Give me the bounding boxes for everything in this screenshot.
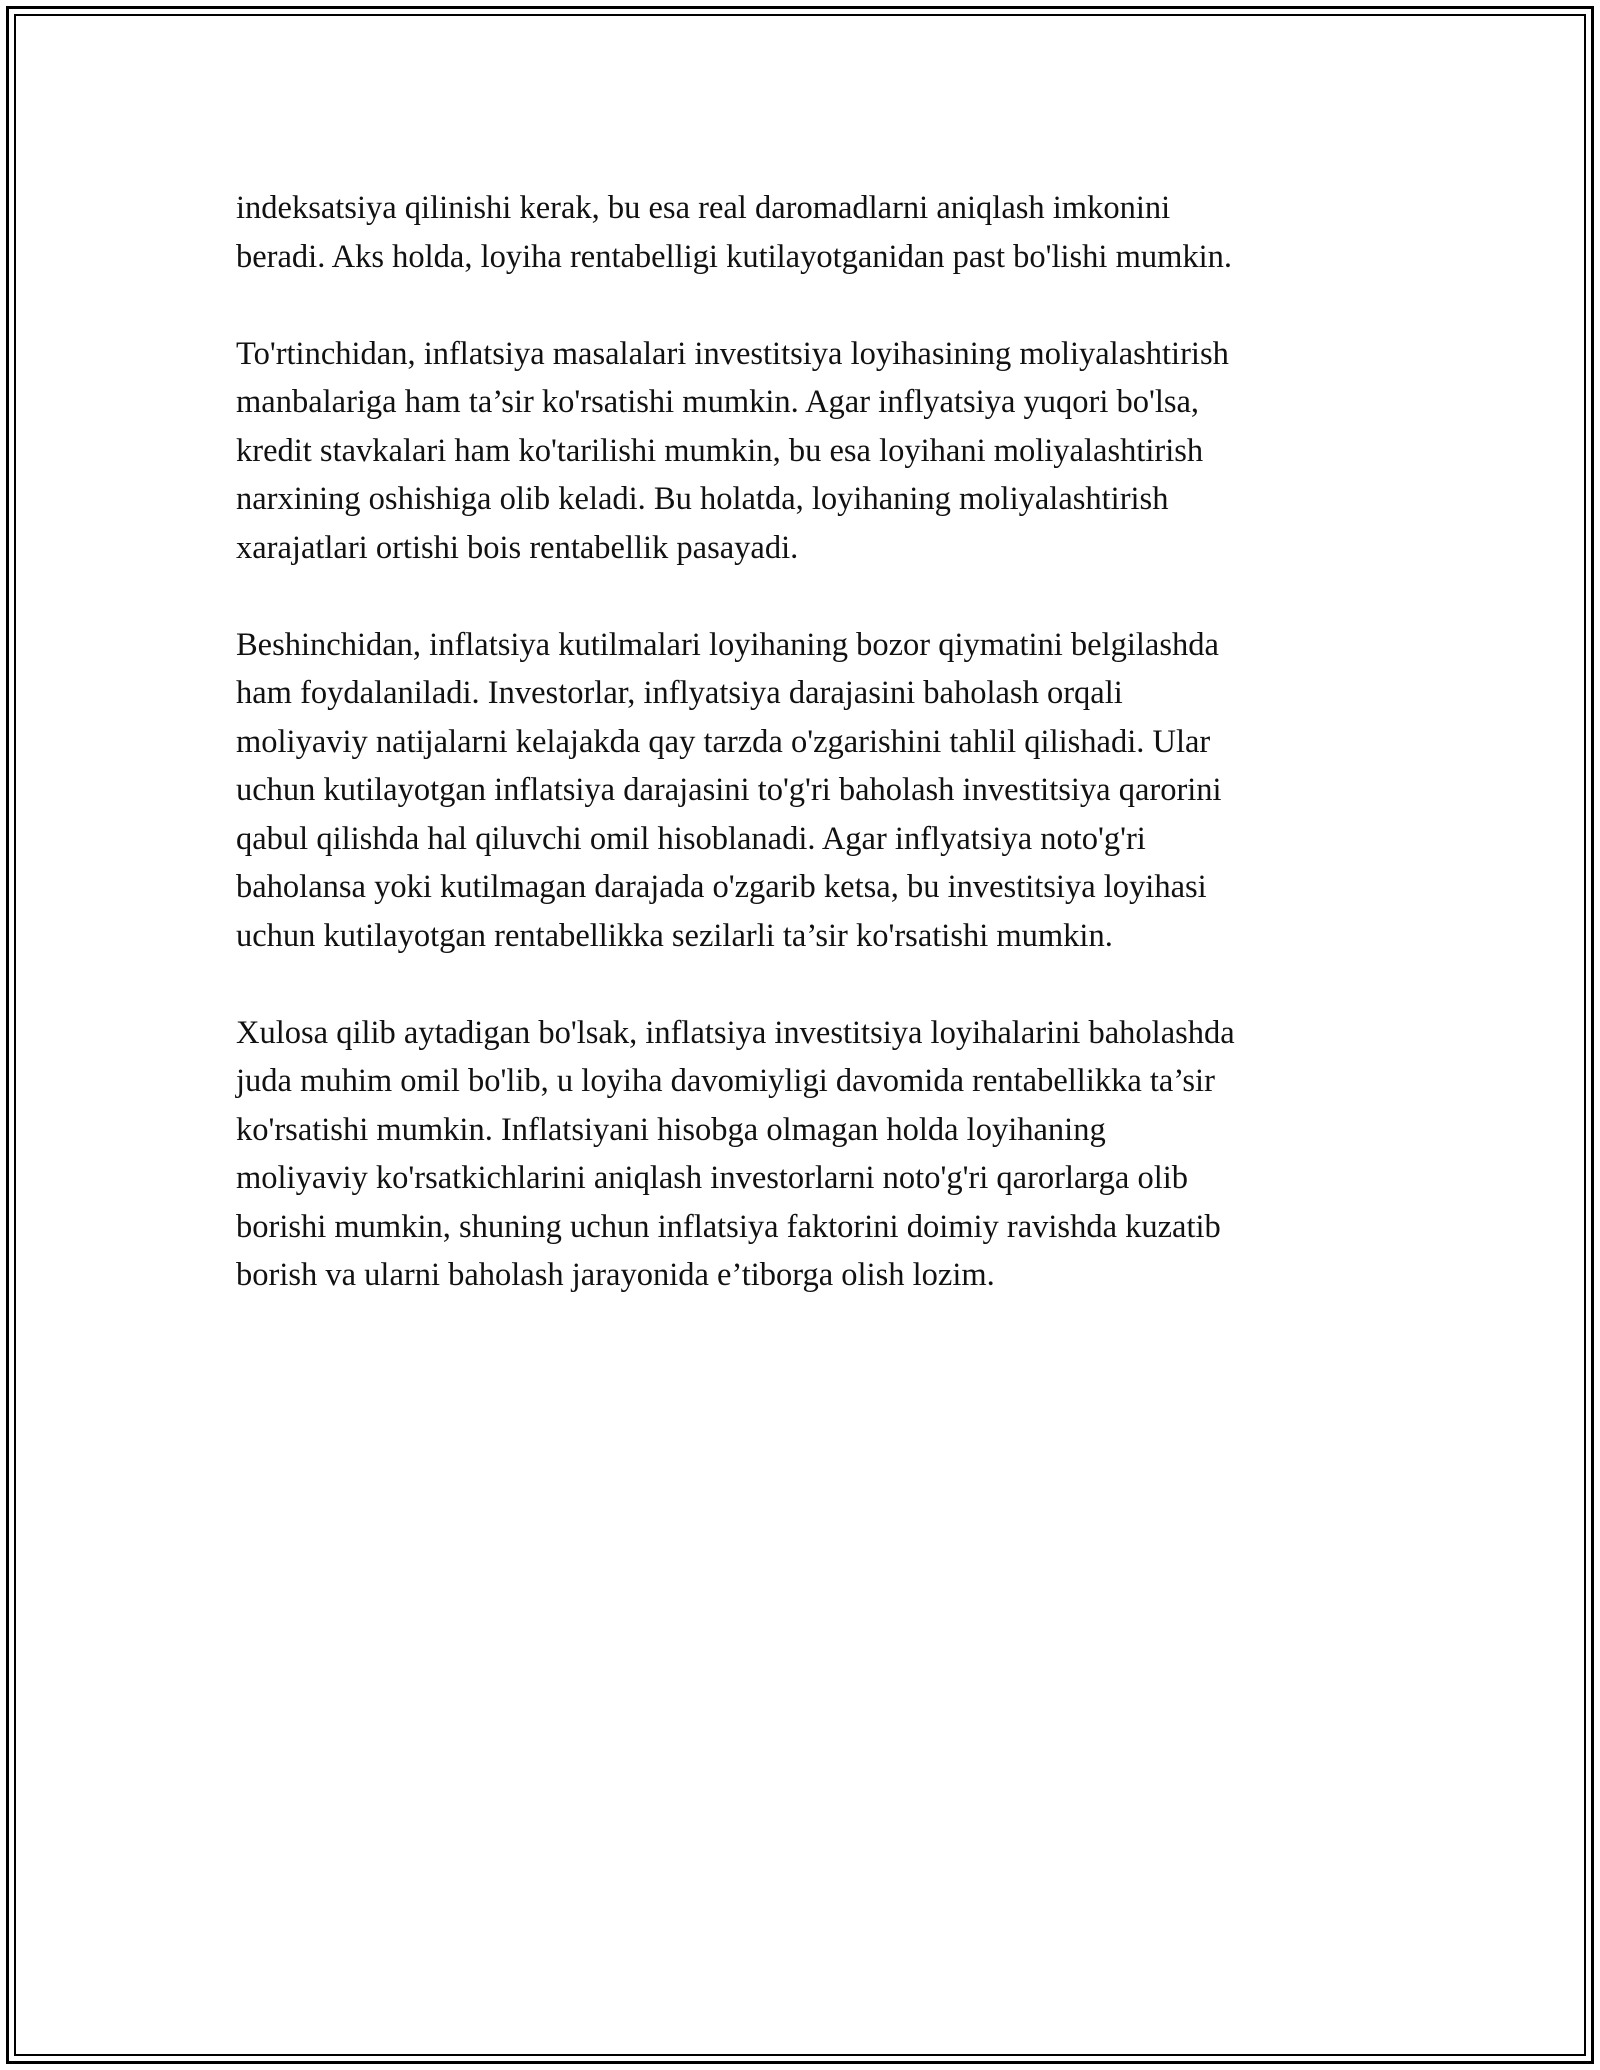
paragraph-4 [236, 1009, 1406, 1300]
text-line: manbalariga ham ta’sir ko'rsatishi mumkin. Agar inflyatsiya yuqori bo'lsa, [236, 384, 1200, 420]
text-line: moliyaviy ko'rsatkichlarini aniqlash investorlarni noto'g'ri qarorlarga olib [236, 1160, 1189, 1196]
paragraph-1 [236, 184, 1406, 281]
text-line: uchun kutilayotgan inflatsiya darajasini to'g'ri baholash investitsiya qarorini [236, 772, 1222, 808]
text-line: qabul qilishda hal qiluvchi omil hisoblanadi. Agar inflyatsiya noto'g'ri [236, 820, 1146, 857]
text-line: narxining oshishiga olib keladi. Bu holatda, loyihaning moliyalashtirish [236, 481, 1169, 517]
text-line: borishi mumkin, shuning uchun inflatsiya faktorini doimiy ravishda kuzatib [236, 1208, 1221, 1245]
text-line: Xulosa qilib aytadigan bo'lsak, inflatsiya investitsiya loyihalarini baholashda [236, 1014, 1235, 1051]
paragraph-2 [236, 330, 1406, 573]
text-line: ham foydalaniladi. Investorlar, inflyatsiya darajasini baholash orqali [236, 675, 1123, 711]
text-line: baholansa yoki kutilmagan darajada o'zgarib ketsa, bu investitsiya loyihasi [236, 869, 1207, 905]
text-line: kredit stavkalari ham ko'tarilishi mumkin, bu esa loyihani moliyalashtirish [236, 432, 1204, 469]
text-line: indeksatsiya qilinishi kerak, bu esa real daromadlarni aniqlash imkonini [236, 190, 1171, 226]
text-line: To'rtinchidan, inflatsiya masalalari investitsiya loyihasining moliyalashtirish [236, 335, 1229, 372]
text-line: moliyaviy natijalarni kelajakda qay tarzda o'zgarishini tahlil qilishadi. Ular [236, 723, 1211, 760]
text-line: uchun kutilayotgan rentabellikka sezilarli ta’sir ko'rsatishi mumkin. [236, 917, 1113, 954]
text-line: xarajatlari ortishi bois rentabellik pasayadi. [236, 529, 799, 566]
text-line: Beshinchidan, inflatsiya kutilmalari loyihaning bozor qiymatini belgilashda [236, 626, 1219, 663]
paragraph-3 [236, 621, 1406, 961]
text-line: ko'rsatishi mumkin. Inflatsiyani hisobga olmagan holda loyihaning [236, 1111, 1106, 1148]
text-line: borish va ularni baholash jarayonida e’tiborga olish lozim. [236, 1257, 995, 1293]
text-line: beradi. Aks holda, loyiha rentabelligi kutilayotganidan past bo'lishi mumkin. [236, 238, 1233, 275]
document-body [236, 184, 1406, 1348]
text-line: juda muhim omil bo'lib, u loyiha davomiyligi davomida rentabellikka ta’sir [236, 1063, 1215, 1099]
